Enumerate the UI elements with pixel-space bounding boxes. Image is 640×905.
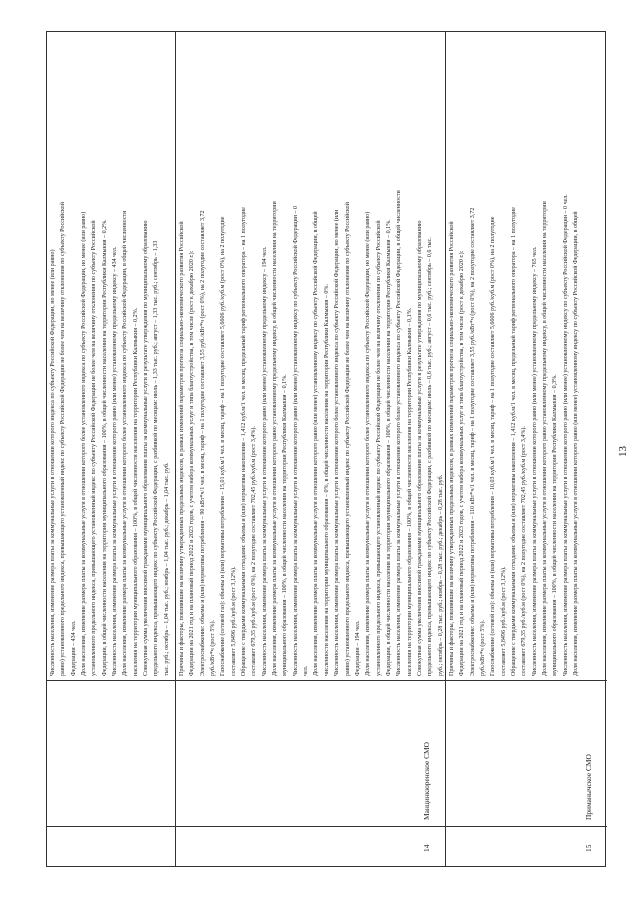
text-line: населения на территории муниципального образования – 100%, в общей численности населения на территории Республики Калмыкия – 0,1%. xyxy=(406,307,413,676)
text-line: предельного индекса, превышающего индекс по субъекту Российской Федерации, с разбивкой по месяцам: июль – 1,33 тыс. руб.; август – 1,33 тыс. руб.; сентябрь – 1,33 xyxy=(153,240,160,676)
text-line: Доля населения, изменение размера платы за коммунальные услуги в отношении которого более установленного индекса по субъекту Российской Федерации, но менее (или равно) xyxy=(81,211,88,676)
municipality-name: Манцинкюренское СМО xyxy=(422,742,431,820)
text-line: Численность населения, изменение размера платы за коммунальные услуги в отношении которого равно (или менее) установленному индексу по субъекту Российской Федерации – 0 xyxy=(292,205,299,676)
text-line: Газоснабжение (сетевой газ): объемы и (или) нормативы потребления – 15,01 куб.м/1 чел. в месяц, тариф – на 1 полугодие составляет 5,6606 руб./куб.м (рост 0%), на 2 полугодие xyxy=(220,216,227,676)
text-line: Доля населения, изменение размера платы за коммунальные услуги в отношении которого равно установленному предельному индексу, в общей численности населения на территории xyxy=(542,201,549,676)
table-row xyxy=(47,32,176,866)
text-line: составляет 679,35 руб./куб.м (рост 0%), на 2 полугодие составляет 702,45 руб./куб.м (рост 3,4%). xyxy=(521,426,528,676)
municipality-name: Приманычское СМО xyxy=(584,754,593,820)
text-line: Причины и факторы, повлиявшие на величину утвержденных предельных индексов, в рамках изменений параметров прогноза социально-экономического развития Российской xyxy=(449,221,455,676)
page-number: 13 xyxy=(617,446,629,457)
row-number-cell xyxy=(446,826,607,866)
row-number-cell xyxy=(176,826,445,866)
row-number: 15 xyxy=(584,844,593,852)
text-line: Федерации на 2021 год и на плановый период 2022 и 2023 годов, с учетом набора коммунальных услуг и типа благоустройства, в том числе (рост к декабрю 2020 г.): xyxy=(459,250,466,676)
municipal-index-table xyxy=(46,31,606,867)
text-line: муниципального образования – 100%, в общей численности населения на территории Республики Калмыкия – 0,1%. xyxy=(282,374,289,676)
text-line: руб./кВт*ч (рост 5%). xyxy=(480,620,487,676)
text-line: Численность населения, изменение размера платы за коммунальные услуги в отношении которого индекса по субъекту Российской Федерации, но менее (или равно) xyxy=(50,249,56,676)
text-line: Численность населения, изменение размера платы за коммунальные услуги в отношении которого равно (или менее) установленному предельному индексу – 765 чел. xyxy=(531,246,538,676)
description-cell xyxy=(446,32,607,680)
text-line: руб.; октябрь – 0,28 тыс. руб.; ноябрь – 0,28 тыс. руб.; декабрь – 0,28 тыс. руб. xyxy=(437,474,444,676)
text-line: Газоснабжение (сетевой газ): объемы и (или) нормативы потребления – 10,03 куб.м/1 чел. в месяц, тариф – на 1 полугодие составляет 5,6606 руб./куб.м (рост 0%), на 2 полугодие xyxy=(490,216,497,676)
text-line: Федерации, в общей численности населения на территории муниципального образования – 100%, в общей численности населения на территории Республики Калмыкия – 0,1%. xyxy=(385,219,392,676)
text-line: равно) установленного предельного индекса, превышающего установленный индекс по субъекту Российской Федерации не более чем на величину отклонения по субъекту Российской xyxy=(60,202,67,676)
description-cell xyxy=(47,32,175,680)
text-line: Федерации – 434 чел. xyxy=(70,620,77,676)
text-line: населения на территории муниципального образования – 100%, в общей численности населения на территории Республики Калмыкия – 0,2%. xyxy=(132,307,139,676)
text-line: Электроснабжение: объемы и (или) нормативы потребления – 90 кВт*ч/1 чел. в месяц, тариф – на 1 полугодие составляет 3,55 руб./кВт*ч (рост 0%), на 2 полугодие составляет 3,72 xyxy=(199,210,206,676)
text-line: Федерации – 194 чел. xyxy=(354,620,361,676)
text-line: составляет 679,35 руб./куб.м (рост 0%), на 2 полугодие составляет 702,45 руб./куб.м (рост 3,4%). xyxy=(251,426,258,676)
text-line: Доля населения, изменение размера платы за коммунальные услуги в отношении которого равно (или менее) установленному индексу по субъекту Российской Федерации, в общей xyxy=(313,211,320,676)
text-line: численности населения на территории муниципального образования – 0%, в общей численности населения на территории Республики Калмыкия – 0%. xyxy=(323,284,330,676)
text-line: Обращение с твердыми коммунальными отходами: объемы и (или) нормативы накопления – 1,412 куб.м/1 чел. в месяц, предельный тариф регионального оператора – на 1 полугодие xyxy=(511,207,518,676)
table-row xyxy=(176,32,446,866)
table-row xyxy=(446,32,607,866)
text-line: руб./кВт*ч (рост 5%). xyxy=(210,620,217,676)
text-line: Обращение с твердыми коммунальными отходами: объемы и (или) нормативы накопления – 1,412 куб.м/1 чел. в месяц, предельный тариф регионального оператора – на 1 полугодие xyxy=(241,207,248,676)
text-line: равно) установленного предельного индекса, превышающего установленный индекс по субъекту Российской Федерации не более чем на величину отклонения по субъекту Российской xyxy=(344,202,351,676)
text-line: Совокупная сумма увеличения вносимой гражданами муниципального образования платы за коммунальные услуги в результате утверждения по муниципальному образованию xyxy=(416,220,423,676)
text-line: Доля населения, изменение размера платы за коммунальные услуги в отношении которого более установленного индекса по субъекту Российской Федерации, но менее (или равно) xyxy=(365,211,372,676)
description-cell xyxy=(176,32,445,680)
text-line: установленного предельного индекса, превышающего установленный индекс по субъекту Российской Федерации не более чем на величину отклонения по субъекту Российской xyxy=(375,220,382,676)
text-line: Электроснабжение: объемы и (или) нормативы потребления – 110 кВт*ч/1 чел. в месяц, тариф – на 1 полугодие составляет 3,55 руб./кВт*ч (рост 0%), на 2 полугодие составляет 3,72 xyxy=(469,207,476,676)
text-line: предельного индекса, превышающего индекс по субъекту Российской Федерации, с разбивкой по месяцам: июль – 0,6 тыс. руб.; август – 0,6 тыс. руб.; сентябрь – 0,6 тыс. xyxy=(427,237,434,676)
text-line: Доля населения, изменение размера платы за коммунальные услуги в отношении которого более установленного индекса по субъекту Российской Федерации, в общей численности xyxy=(122,210,129,676)
text-line: тыс. руб.; октябрь – 1,04 тыс. руб.; ноябрь – 1,04 тыс. руб.; декабрь – 1,04 тыс. руб. xyxy=(163,462,170,676)
row-number-cell xyxy=(47,826,175,866)
text-line: Федерации на 2021 год и на плановый период 2022 и 2023 годов, с учетом набора коммунальных услуг и типа благоустройства, в том числе (рост к декабрю 2020 г.): xyxy=(189,250,196,676)
text-line: Совокупная сумма увеличения вносимой гражданами муниципального образования платы за коммунальные услуги в результате утверждения по муниципальному образованию xyxy=(143,220,150,676)
text-line: Численность населения, изменение размера платы за коммунальные услуги в отношении которого равно (или менее) установленному предельному индексу – 194 чел. xyxy=(261,246,268,676)
row-number: 14 xyxy=(422,844,431,852)
text-line: Доля населения, изменение размера платы за коммунальные услуги в отношении которого равно установленному предельному индексу, в общей численности населения на территории xyxy=(272,201,279,676)
text-line: муниципального образования – 100%, в общей численности населения на территории Республики Калмыкия – 0,3%. xyxy=(552,374,559,676)
text-line: Численность населения, изменение размера платы за коммунальные услуги в отношении которого равно (или менее) установленному предельному индексу – 434 чел. xyxy=(112,246,119,676)
municipality-cell xyxy=(176,680,445,826)
text-line: Доля населения, изменение размера платы за коммунальные услуги в отношении которого равно (или менее) установленному индексу по субъекту Российской Федерации, в общей xyxy=(573,211,580,676)
text-line: Федерации, в общей численности населения на территории муниципального образования – 100%, в общей численности населения на территории Республики Калмыкия – 0,2%. xyxy=(101,219,108,676)
text-line: Численность населения, изменение размера платы за коммунальные услуги в отношении которого более установленного индекса по субъекту Российской Федерации, в общей численности xyxy=(396,190,403,676)
text-line: установленного предельного индекса, превышающего установленный индекс по субъекту Российской Федерации не более чем на величину отклонения по субъекту Российской xyxy=(91,220,98,676)
text-line: чел. xyxy=(303,665,310,676)
text-line: Численность населения, изменение размера платы за коммунальные услуги в отношении которого более установленного индекса по субъекту Российской Федерации, но менее (или xyxy=(334,209,341,676)
text-line: составляет 5,8496 руб./куб.м (рост 3,12%). xyxy=(500,566,507,676)
municipality-cell xyxy=(446,680,607,826)
text-line: Причины и факторы, повлиявшие на величину утвержденных предельных индексов, в рамках изменений параметров прогноза социально-экономического развития Российской xyxy=(179,221,185,676)
municipality-cell xyxy=(47,680,175,826)
text-line: составляет 5,8496 руб./куб.м (рост 3,12%). xyxy=(230,566,237,676)
text-line: Численность населения, изменение размера платы за коммунальные услуги в отношении которого равно (или менее) установленному индексу по субъекту Российской Федерации – 0 чел. xyxy=(562,194,569,676)
